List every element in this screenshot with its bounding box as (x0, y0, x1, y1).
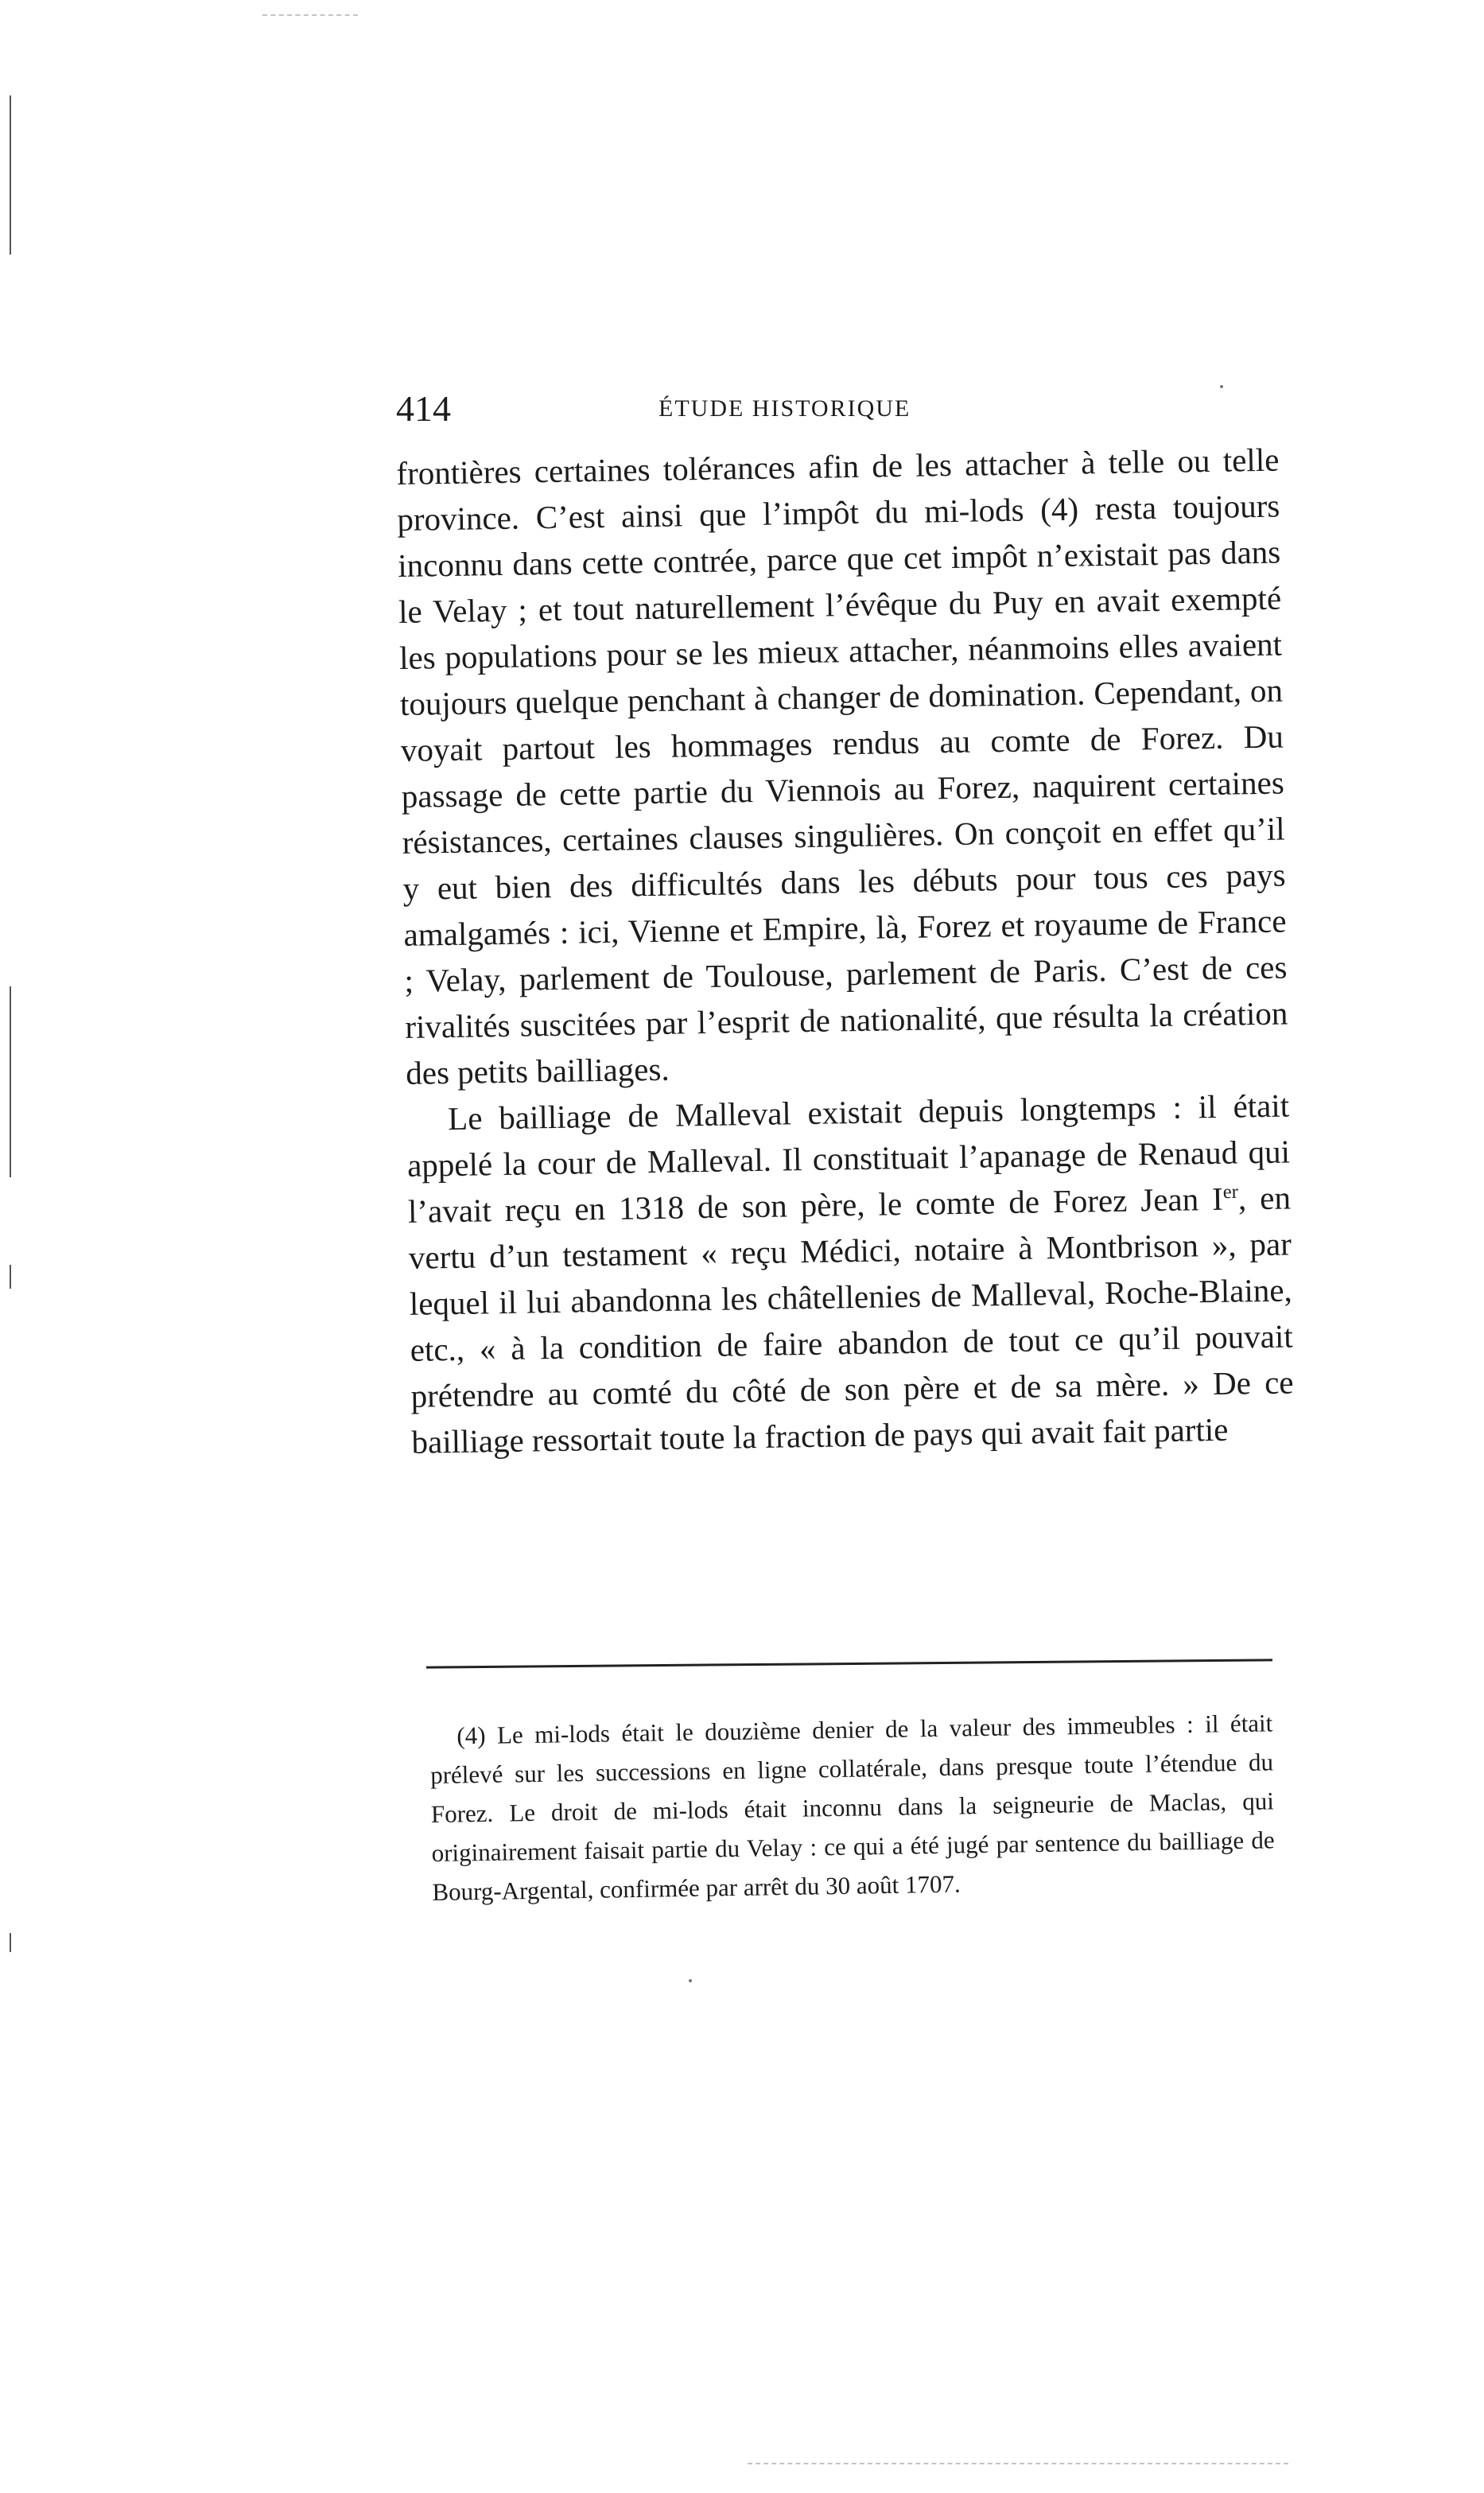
paragraph (406, 1082, 1295, 1464)
scan-edge-mark (10, 1265, 11, 1289)
scan-speck (689, 1979, 692, 1982)
scan-edge-mark (10, 1933, 11, 1952)
footnote-rule (426, 1659, 1272, 1668)
running-title: ÉTUDE HISTORIQUE (658, 395, 911, 422)
superscript: er (1222, 1180, 1239, 1204)
paragraph-text: , en vertu d’un testament « reçu Médici, notaire à Montbrison », par lequel il lui abandonna les châtellenies de Malleval, Roche-Blaine, etc., « à la condition de faire abandon de tout ce qu’il pouvait prétendre au comté du côté de son père et de sa mère. » De ce bailliage ressortait toute la fraction de pays qui avait fait partie (408, 1179, 1294, 1460)
paragraph: frontières certaines tolérances afin de les attacher à telle ou telle province. C’est ainsi que l’impôt du mi-lods (4) resta toujours inconnu dans cette contrée, parce que cet impôt n’existait pas dans le Velay ; et tout naturellement l’évêque du Puy en avait exempté les populations pour se les mieux attacher, néanmoins elles avaient toujours quelque penchant à changer de domination. Cependant, on voyait partout les hommages rendus au comte de Forez. Du passage de cette partie du Viennois au Forez, naquirent certaines résistances, certaines clauses singulières. On conçoit en effet qu’il y eut bien des difficultés dans les débuts pour tous ces pays amalgamés : ici, Vienne et Empire, là, Forez et royaume de France ; Velay, parlement de Toulouse, parlement de Paris. C’est de ces rivalités suscitées par l’esprit de nationalité, que résulta la création des petits bailliages. (396, 441, 1288, 1091)
paragraph-text: Le bailliage de Malleval existait depuis longtemps : il était appelé la cour de Malleval. Il constituait l’apanage de Renaud qui l’avait reçu en 1318 de son père, le comte de Forez Jean I (406, 1087, 1291, 1230)
footnote-text: (4) Le mi-lods était le douzième denier de la valeur des immeubles : il était prélevé sur les successions en ligne collatérale, dans presque toute l’étendue du Forez. Le droit de mi-lods était inconnu dans la seigneurie de Maclas, qui originairement faisait partie du Velay : ce qui a été jugé par sentence du bailliage de Bourg-Argental, confirmée par arrêt du 30 août 1707. (429, 1709, 1275, 1906)
scan-artifact-dashes (262, 14, 358, 18)
main-text (396, 437, 1295, 1465)
page-number: 414 (396, 388, 451, 429)
scan-edge-mark (10, 986, 11, 1177)
footnote (429, 1703, 1276, 1912)
page-header (396, 385, 1279, 433)
scan-artifact-dashes (748, 2463, 1288, 2466)
scan-edge-mark (10, 95, 11, 255)
